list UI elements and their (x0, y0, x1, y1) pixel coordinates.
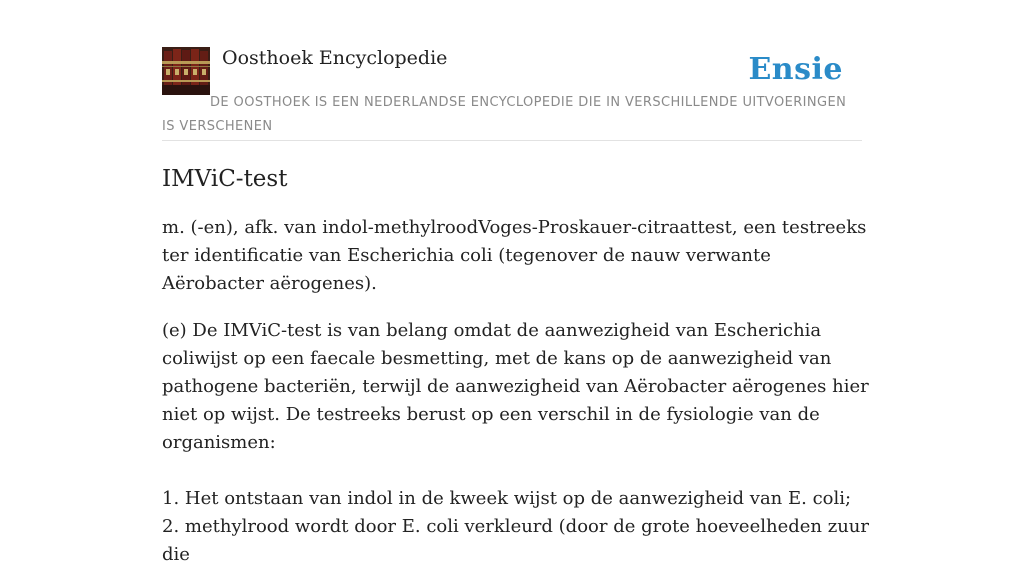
books-image-icon (162, 47, 210, 95)
entry-paragraph: m. (-en), afk. van indol-methylroodVoges-Proskauer-citraattest, een testreeks ter identificatie van Escherichia coli (tegenover de nauw verwante Aërobacter aërogenes). (162, 217, 867, 294)
encyclopedia-books-avatar[interactable] (162, 47, 210, 95)
site-title[interactable]: Oosthoek Encyclopedie (222, 47, 448, 69)
entry-paragraph: (e) De IMViC-test is van belang omdat de aanwezigheid van Escherichia coliwijst op een faecale besmetting, met de kans op de aanwezigheid van pathogene bacteriën, terwijl de aanwezigheid van Aërobacter aërogenes hier niet op wijst. De testreeks berust op een verschil in de fysiologie van de organismen: 1. Het ontstaan van indol in de kweek wijst op de aanwezigheid van E. coli; 2. methylrood wordt door E. coli verkleurd (door de grote hoeveelheden zuur die (162, 320, 869, 565)
entry-content (162, 160, 872, 569)
site-header (162, 46, 862, 141)
entry-title: IMViC-test (162, 166, 288, 192)
brand-logo[interactable]: Ensie (748, 52, 843, 87)
site-tagline: DE OOSTHOEK IS EEN NEDERLANDSE ENCYCLOPEDIE DIE IN VERSCHILLENDE UITVOERINGEN IS VERSCHENEN (162, 95, 847, 134)
